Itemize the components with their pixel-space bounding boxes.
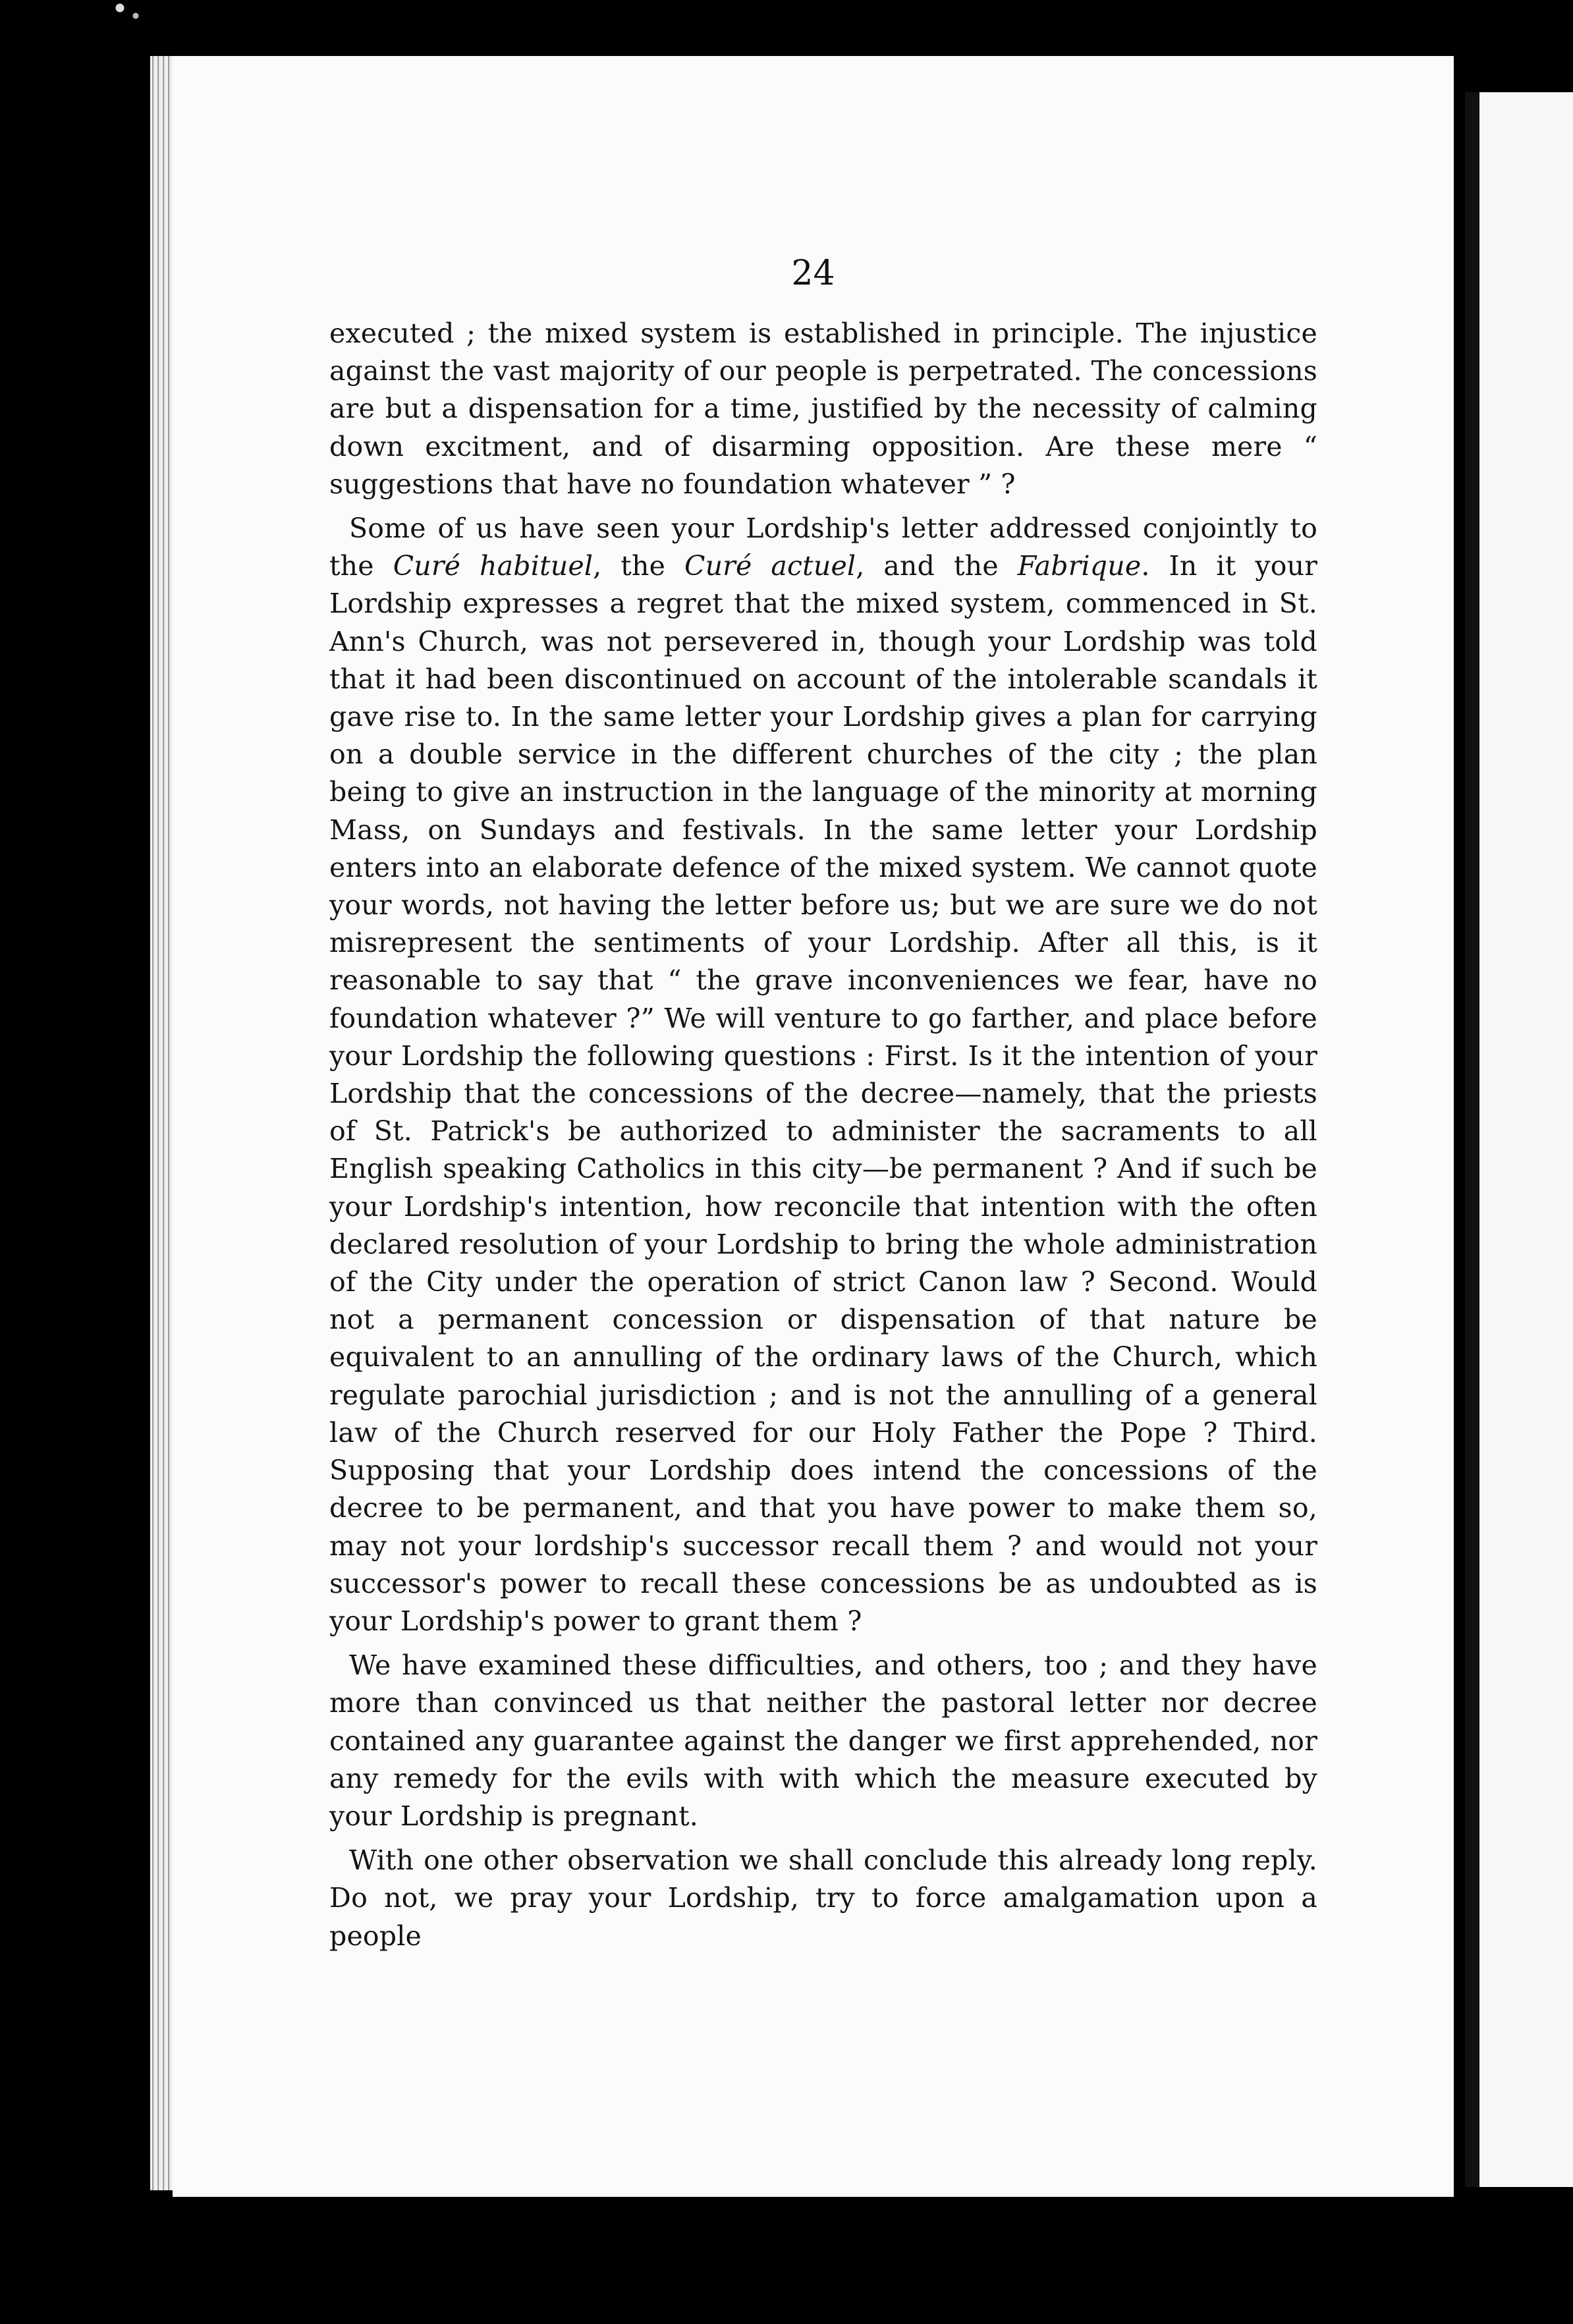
paragraph-2-text-c: , and the [856, 550, 1018, 582]
scan-speck [99, 0, 152, 26]
paragraph-2-text-d: . In it your Lordship expresses a regret that the mixed system, commenced in St. Ann's Church, was not persevered in, though your Lordship was told that it had been discontinued on account of the intolerable scandals it gave rise to. In the same letter your Lordship gives a plan for carrying on a double service in the different churches of the city ; the plan being to give an instruction in the language of the minority at morning Mass, on Sundays and festivals. In the same letter your Lordship enters into an elaborate defence of the mixed system. We cannot quote your words, not having the letter before us; but we are sure we do not misrepresent the sentiments of your Lordship. After all this, is it reasonable to say that “ the grave inconveniences we fear, have no foundation whatever ?” We will venture to go farther, and place before your Lordship the following questions : First. Is it the intention of your Lordship that the concessions of the decree—namely, that the priests of St. Patrick's be authorized to administer the sacraments to all English speaking Catholics in this city—be permanent ? And if such be your Lordship's intention, how reconcile that intention with the often declared resolution of your Lordship to bring the whole administration of the City under the operation of strict Canon law ? Second. Would not a permanent concession or dispensation of that nature be equivalent to an annulling of the ordinary laws of the Church, which regulate parochial jurisdiction ; and is not the annulling of a general law of the Church reserved for our Holy Father the Pope ? Third. Supposing that your Lordship does intend the concessions of the decree to be permanent, and that you have power to make them so, may not your lordship's successor recall them ? and would not your successor's power to recall these concessions be as undoubted as is your Lordship's power to grant them ? [329, 550, 1317, 1637]
cure-habituel: Curé habituel [393, 550, 593, 582]
paragraph-2-text-b: , the [593, 550, 684, 582]
page-number: 24 [791, 254, 835, 293]
paragraph-3: We have examined these difficulties, and others, too ; and they have more than convinced us that neither the pastoral letter nor decree contained any guarantee against the danger we first apprehended, nor any remedy for the evils with with which the measure executed by your Lordship is pregnant. [329, 1649, 1317, 1832]
facing-page-edge [1465, 92, 1573, 2187]
paragraph-2-text-a: Some of us have seen your Lordship's letter addressed conjointly to the [329, 512, 1317, 582]
cure-actuel: Curé actuel [684, 550, 856, 582]
paragraph-2 [329, 510, 1317, 1640]
paragraph-1: executed ; the mixed system is established in principle. The injustice against the vast majority of our people is perpetrated. The concessions are but a dispensation for a time, justified by the necessity of calming down excitment, and of disarming opposition. Are these mere “ suggestions that have no foundation whatever ” ? [329, 318, 1317, 500]
fabrique: Fabrique [1017, 550, 1142, 582]
page-edge [150, 56, 173, 2190]
paragraph-4: With one other observation we shall conclude this already long reply. Do not, we pray your Lordship, try to force amalgamation upon a people [329, 1844, 1317, 1952]
body-text [329, 315, 1317, 1975]
